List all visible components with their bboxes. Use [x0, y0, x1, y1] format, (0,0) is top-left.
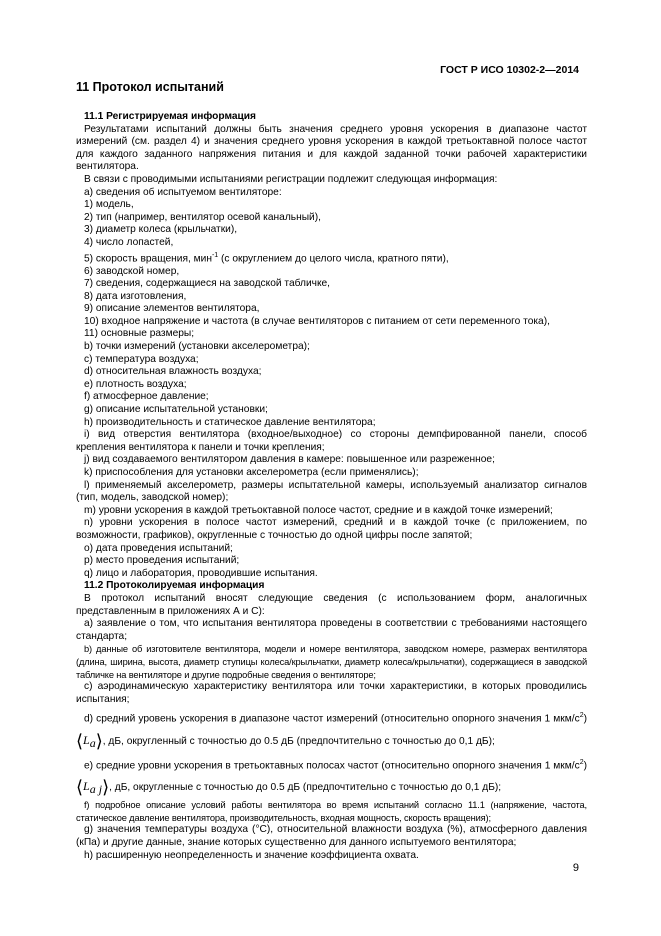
list-item: f) подробное описание условий работы вентилятора во время испытаний согласно 11.1 (напряжение, частота, статическое давление вентилятора, производительность, входная мощность, скорость вращения);	[76, 800, 587, 823]
list-item-text: e) средние уровни ускорения в третьоктавных полосах частот (относительно опорного значения 1 мкм/с	[84, 760, 580, 772]
bracket-right-icon: ⟩	[102, 777, 110, 798]
list-item: 7) сведения, содержащиеся на заводской табличке,	[84, 278, 331, 290]
list-item: 10) входное напряжение и частота (в случае вентиляторов с питанием от сети переменного тока),	[84, 315, 550, 327]
list-item: h) расширенную неопределенность и значение коэффициента охвата.	[84, 849, 419, 861]
list-item: 6) заводской номер,	[84, 265, 180, 277]
paragraph: В связи с проводимыми испытаниями регистрации подлежит следующая информация:	[84, 173, 498, 185]
list-item: а) заявление о том, что испытания вентилятора проведены в соответствии с требованиями настоящего стандарта;	[76, 618, 587, 642]
list-item: 8) дата изготовления,	[84, 290, 187, 302]
list-item: o) дата проведения испытаний;	[84, 542, 233, 554]
list-item: j) вид создаваемого вентилятором давления в камере: повышенное или разреженное;	[84, 454, 495, 466]
superscript: -1	[211, 251, 219, 259]
list-item: k) приспособления для установки акселерометра (если применялись);	[84, 467, 419, 479]
list-item: g) описание испытательной установки;	[84, 404, 268, 416]
list-item: 2) тип (например, вентилятор осевой канальный),	[84, 211, 321, 223]
list-item: d) средний уровень ускорения в диапазоне частот измерений (относительно опорного значения 1 мкм/$с^2$) $⟨L_a⟩$, дБ, округленный с точностью до 0.5 дБ (предпочтительно с точностью до 0,1 дБ);	[76, 712, 587, 751]
list-item: c) аэродинамическую характеристику вентилятора или точки характеристики, в которых проводились испытания;	[76, 681, 587, 705]
list-item: b) данные об изготовителе вентилятора, модели и номере вентилятора, заводском номере, размерах вентилятора (длина, ширина, высота, диаметр ступицы колеса/крыльчатки, диаметр колеса/крыльчатки), содержащиеся в заводской табличке на вентиляторе и другие подробные сведения о вентиляторе;	[76, 644, 587, 680]
list-item: p) место проведения испытаний;	[84, 555, 240, 567]
list-item: 1) модель,	[84, 199, 134, 211]
list-item: c) температура воздуха;	[84, 353, 199, 365]
list-item: 3) диаметр колеса (крыльчатки),	[84, 224, 238, 236]
paragraph: В протокол испытаний вносят следующие сведения (с использованием форм, аналогичных представленным в приложениях А и С):	[76, 592, 587, 617]
list-item: b) точки измерений (установки акселерометра);	[84, 341, 310, 353]
list-item: i) вид отверстия вентилятора (входное/выходное) со стороны демпфированной панели, способ крепления вентилятора к панели и точки крепления;	[76, 429, 587, 453]
math-subscript: a j	[89, 782, 103, 797]
list-item: а) сведения об испытуемом вентиляторе:	[84, 186, 282, 198]
bracket-left-icon: ⟨	[76, 730, 84, 751]
page-content	[76, 79, 587, 862]
list-item: d) относительная влажность воздуха;	[84, 366, 262, 378]
list-item	[76, 250, 587, 266]
superscript: 2	[579, 758, 584, 766]
list-item-text: , дБ, округленный с точностью до 0.5 дБ (предпочтительно с точностью до 0,1 дБ);	[102, 735, 495, 747]
paragraph: Результатами испытаний должны быть значения среднего уровня ускорения в диапазоне частот измерений (см. раздел 4) и значения среднего уровня ускорения в каждой третьоктавной полосе частот для каждого заданного напряжения питания и для каждой заданной точки рабочей характеристики вентилятора.	[76, 123, 587, 173]
list-item: e) средние уровни ускорения в третьоктавных полосах частот (относительно опорного значения 1 мкм/$с^2$) $⟨L_{a j}⟩$, дБ, округленные с точностью до 0.5 дБ (предпочтительно с точностью до 0,1 дБ);	[76, 758, 587, 798]
list-item-text: d) средний уровень ускорения в диапазоне частот измерений (относительно опорного значения 1 мкм/с	[84, 713, 580, 725]
math-symbol: L	[83, 732, 90, 747]
standard-header: ГОСТ Р ИСО 10302-2—2014	[440, 64, 579, 76]
list-item: m) уровни ускорения в каждой третьоктавной полосе частот, средние и в каждой точке измерений;	[84, 504, 553, 516]
math-symbol: L	[83, 779, 90, 794]
list-item: n) уровни ускорения в полосе частот измерений, средний и в каждой точке (с приложением, по возможности, графиков), округленные с точностью до одной цифры после запятой;	[76, 517, 587, 541]
page-number: 9	[572, 862, 579, 874]
list-item: e) плотность воздуха;	[84, 378, 187, 390]
list-item: 9) описание элементов вентилятора,	[84, 303, 260, 315]
list-item: q) лицо и лаборатория, проводившие испытания.	[84, 567, 318, 579]
subsection-title-11-1: 11.1 Регистрируемая информация	[84, 111, 256, 122]
superscript: 2	[579, 712, 584, 720]
bracket-right-icon: ⟩	[95, 730, 103, 751]
bracket-left-icon: ⟨	[76, 777, 84, 798]
section-title: 11 Протокол испытаний	[76, 80, 224, 94]
math-subscript: a	[89, 735, 96, 750]
list-item: h) производительность и статическое давление вентилятора;	[84, 416, 376, 428]
list-item: 11) основные размеры;	[84, 328, 195, 340]
list-item: l) применяемый акселерометр, размеры испытательной камеры, используемый анализатор сигналов (тип, модель, заводской номер);	[76, 479, 587, 504]
list-item: 4) число лопастей,	[84, 236, 174, 248]
subsection-title-11-2: 11.2 Протоколируемая информация	[84, 580, 265, 592]
list-item-text: (с округлением до целого числа, кратного пяти),	[218, 252, 449, 264]
list-item: g) значения температуры воздуха (°С), относительной влажности воздуха (%), атмосферного давления (кПа) и другие данные, знание которых существенно для данного испытуемого вентилятора;	[76, 824, 587, 848]
list-item-text: , дБ, округленные с точностью до 0.5 дБ (предпочтительно с точностью до 0,1 дБ);	[109, 782, 502, 794]
list-item-text: 5) скорость вращения, мин	[84, 252, 212, 264]
list-item: f) атмосферное давление;	[84, 391, 209, 403]
